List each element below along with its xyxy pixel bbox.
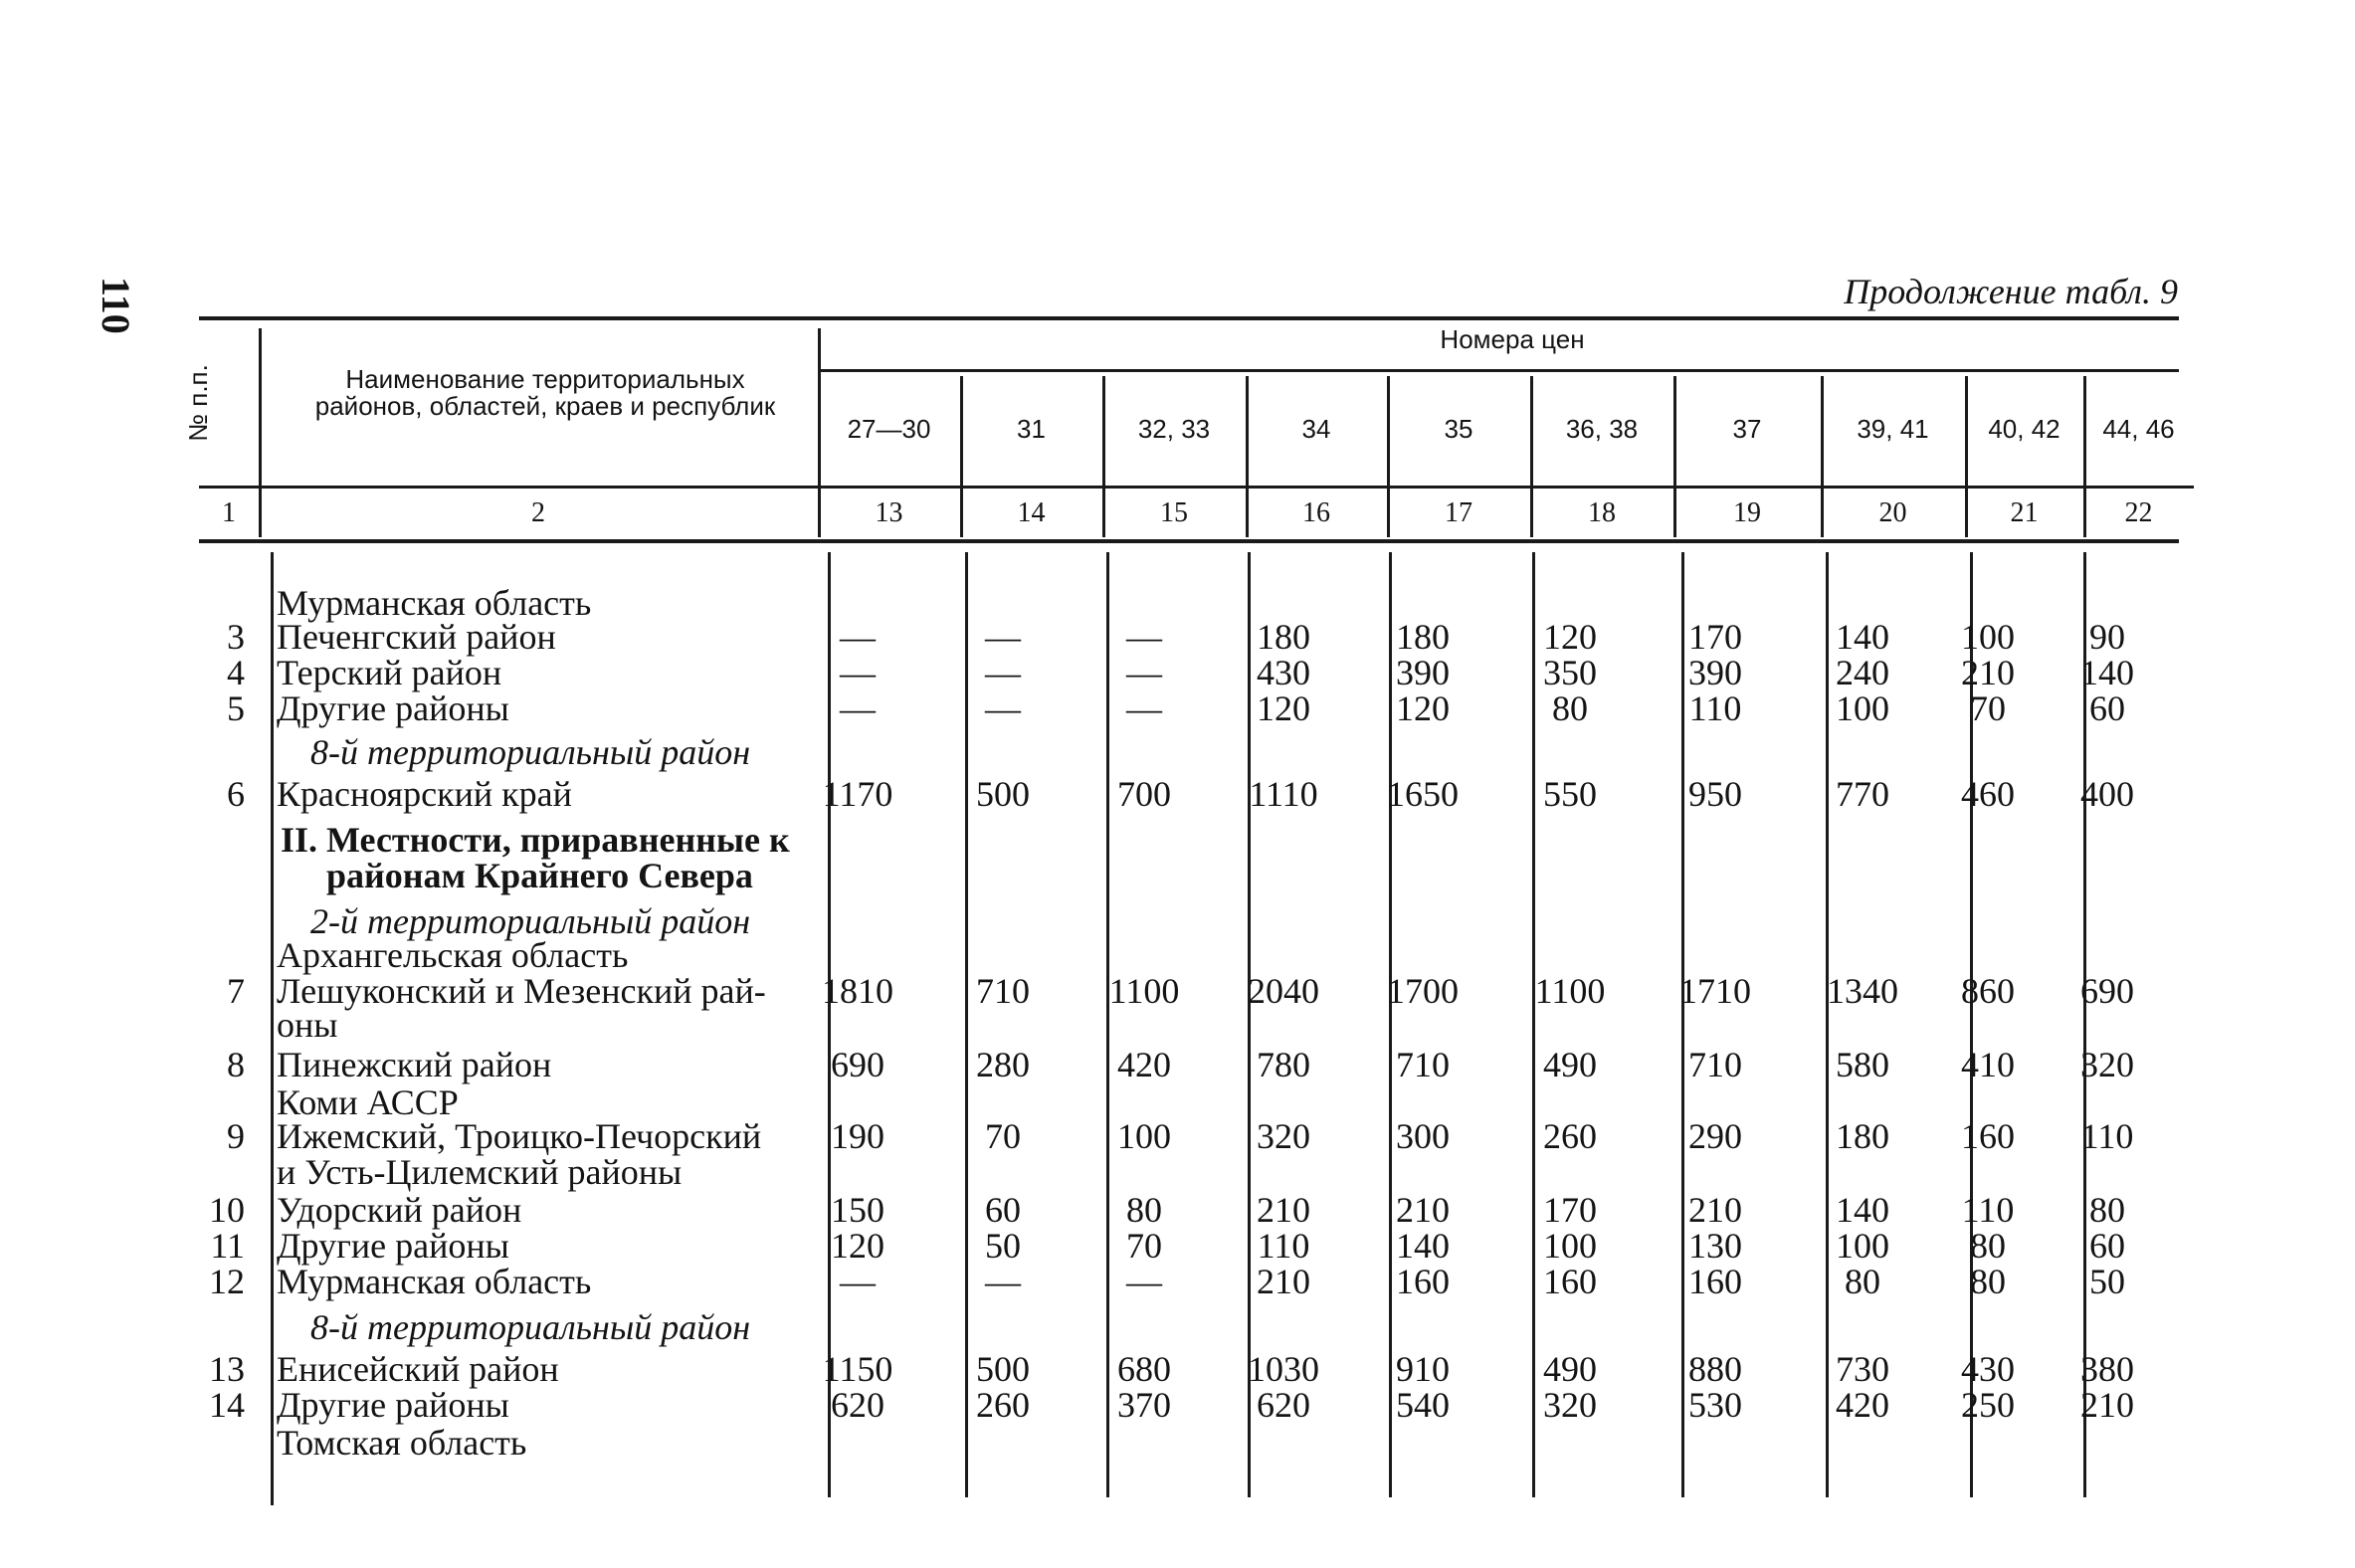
column-index: 20 xyxy=(1878,497,1907,528)
price-value: 400 xyxy=(2080,774,2134,814)
price-value: 1650 xyxy=(1387,774,1459,814)
price-value: 180 xyxy=(1836,1116,1889,1156)
price-value: 1150 xyxy=(822,1349,893,1389)
region-name: Пинежский район xyxy=(277,1045,552,1084)
row-number: 4 xyxy=(227,653,245,692)
price-value: 390 xyxy=(1396,653,1450,692)
region-name: Мурманская область xyxy=(277,583,592,623)
region-name: Енисейский район xyxy=(277,1349,559,1389)
region-name: оны xyxy=(277,1005,338,1045)
page-number: 110 xyxy=(94,277,138,334)
column-index: 13 xyxy=(875,497,903,528)
price-value: 910 xyxy=(1396,1349,1450,1389)
price-number-header: 27—30 xyxy=(847,414,931,444)
price-value: 730 xyxy=(1836,1349,1889,1389)
price-value: — xyxy=(985,688,1021,728)
price-value: — xyxy=(985,617,1021,657)
price-value: 210 xyxy=(1396,1190,1450,1230)
region-name: Красноярский край xyxy=(277,774,572,814)
price-value: 420 xyxy=(1117,1045,1171,1084)
price-value: 1710 xyxy=(1679,971,1751,1011)
price-value: 210 xyxy=(1257,1262,1310,1301)
row-number: 10 xyxy=(209,1190,245,1230)
region-name: Архангельская область xyxy=(277,935,629,975)
price-value: — xyxy=(985,653,1021,692)
price-value: 320 xyxy=(2080,1045,2134,1084)
price-value: 60 xyxy=(2089,688,2125,728)
region-name: Удорский район xyxy=(277,1190,522,1230)
price-number-header: 37 xyxy=(1732,414,1762,444)
price-value: 110 xyxy=(1257,1226,1310,1266)
row-number: 6 xyxy=(227,774,245,814)
price-value: 320 xyxy=(1543,1385,1597,1425)
region-name: Коми АССР xyxy=(277,1082,459,1122)
price-value: 300 xyxy=(1396,1116,1450,1156)
price-value: 1100 xyxy=(1534,971,1606,1011)
price-value: 100 xyxy=(1543,1226,1597,1266)
price-value: 580 xyxy=(1836,1045,1889,1084)
price-value: 860 xyxy=(1961,971,2015,1011)
region-name: Печенгский район xyxy=(277,617,556,657)
row-number: 11 xyxy=(210,1226,245,1266)
price-value: 80 xyxy=(2089,1190,2125,1230)
price-value: 1110 xyxy=(1249,774,1318,814)
price-value: 700 xyxy=(1117,774,1171,814)
price-value: — xyxy=(840,653,876,692)
price-value: 770 xyxy=(1836,774,1889,814)
row-number: 12 xyxy=(209,1262,245,1301)
price-value: 70 xyxy=(1970,688,2006,728)
price-value: 50 xyxy=(2089,1262,2125,1301)
price-number-header: 40, 42 xyxy=(1988,414,2061,444)
price-number-header: 32, 33 xyxy=(1137,414,1211,444)
price-value: 80 xyxy=(1970,1262,2006,1301)
price-number-header: 36, 38 xyxy=(1565,414,1639,444)
header-bottom-rule xyxy=(199,486,2194,489)
price-value: 410 xyxy=(1961,1045,2015,1084)
row-number: 5 xyxy=(227,688,245,728)
column-index: 17 xyxy=(1445,497,1472,528)
column-index: 14 xyxy=(1017,497,1046,528)
price-value: 1100 xyxy=(1108,971,1180,1011)
prices-group-header: Номера цен xyxy=(1440,324,1585,354)
region-name: Терский район xyxy=(277,653,502,692)
price-value: — xyxy=(1126,653,1162,692)
price-value: 430 xyxy=(1257,653,1310,692)
price-value: 140 xyxy=(1836,617,1889,657)
column-index: 16 xyxy=(1302,497,1330,528)
price-value: 100 xyxy=(1961,617,2015,657)
price-value: 110 xyxy=(2080,1116,2134,1156)
price-value: 160 xyxy=(1396,1262,1450,1301)
section-heading: II. Местности, приравненные к xyxy=(281,820,790,860)
price-number-header: 34 xyxy=(1301,414,1331,444)
price-value: 100 xyxy=(1836,1226,1889,1266)
column-index: 21 xyxy=(2010,497,2039,528)
index-bottom-rule xyxy=(199,539,2179,543)
price-number-header: 44, 46 xyxy=(2102,414,2175,444)
price-value: 100 xyxy=(1836,688,1889,728)
price-value: 490 xyxy=(1543,1045,1597,1084)
price-value: 190 xyxy=(831,1116,884,1156)
price-value: 140 xyxy=(1836,1190,1889,1230)
price-value: 380 xyxy=(2080,1349,2134,1389)
price-value: 500 xyxy=(976,774,1030,814)
price-value: 350 xyxy=(1543,653,1597,692)
price-value: 80 xyxy=(1845,1262,1880,1301)
price-value: 620 xyxy=(831,1385,884,1425)
price-value: 280 xyxy=(976,1045,1030,1084)
price-value: 1340 xyxy=(1827,971,1898,1011)
price-value: 620 xyxy=(1257,1385,1310,1425)
price-value: 950 xyxy=(1688,774,1742,814)
price-value: 1700 xyxy=(1387,971,1459,1011)
name-column-header: Наименование территориальных районов, областей, краев и республик xyxy=(314,364,776,421)
body-vline xyxy=(271,552,274,1505)
price-number-header: 31 xyxy=(1017,414,1046,444)
price-value: 430 xyxy=(1961,1349,2015,1389)
price-value: 2040 xyxy=(1248,971,1319,1011)
price-value: 880 xyxy=(1688,1349,1742,1389)
region-name: Ижемский, Троицко-Печорский xyxy=(277,1116,762,1156)
price-value: 170 xyxy=(1688,617,1742,657)
price-value: 180 xyxy=(1257,617,1310,657)
price-value: 120 xyxy=(1543,617,1597,657)
price-value: 690 xyxy=(2080,971,2134,1011)
region-name: Томская область xyxy=(277,1423,527,1463)
price-value: — xyxy=(840,688,876,728)
price-value: 50 xyxy=(985,1226,1021,1266)
price-value: 370 xyxy=(1117,1385,1171,1425)
price-value: 210 xyxy=(1688,1190,1742,1230)
price-value: — xyxy=(840,617,876,657)
row-number: 8 xyxy=(227,1045,245,1084)
territorial-district-subhead: 2-й территориальный район xyxy=(310,901,751,941)
price-value: 1810 xyxy=(822,971,893,1011)
price-value: 120 xyxy=(1257,688,1310,728)
price-value: 70 xyxy=(1126,1226,1162,1266)
price-value: 140 xyxy=(2080,653,2134,692)
row-number: 9 xyxy=(227,1116,245,1156)
price-value: 490 xyxy=(1543,1349,1597,1389)
row-number: 14 xyxy=(209,1385,245,1425)
price-value: 210 xyxy=(2080,1385,2134,1425)
price-number-header: 35 xyxy=(1444,414,1473,444)
region-name: Мурманская область xyxy=(277,1262,592,1301)
price-value: 80 xyxy=(1126,1190,1162,1230)
price-value: 780 xyxy=(1257,1045,1310,1084)
no-column-header: № п.п. xyxy=(183,364,213,442)
price-value: 160 xyxy=(1688,1262,1742,1301)
price-value: 390 xyxy=(1688,653,1742,692)
price-value: 290 xyxy=(1688,1116,1742,1156)
territorial-district-subhead: 8-й территориальный район xyxy=(310,1307,751,1347)
price-value: — xyxy=(1126,617,1162,657)
price-value: 710 xyxy=(1688,1045,1742,1084)
top-rule xyxy=(199,316,2179,320)
column-index: 19 xyxy=(1733,497,1761,528)
region-name: и Усть-Цилемский районы xyxy=(277,1152,683,1192)
price-value: 550 xyxy=(1543,774,1597,814)
price-value: 160 xyxy=(1961,1116,2015,1156)
price-value: 1030 xyxy=(1248,1349,1319,1389)
price-value: 60 xyxy=(2089,1226,2125,1266)
price-value: 710 xyxy=(1396,1045,1450,1084)
column-index: 22 xyxy=(2124,497,2153,528)
price-number-header: 39, 41 xyxy=(1857,414,1929,444)
price-value: 180 xyxy=(1396,617,1450,657)
row-number: 7 xyxy=(227,971,245,1011)
price-value: 260 xyxy=(1543,1116,1597,1156)
table-caption: Продолжение табл. 9 xyxy=(1844,272,2178,311)
price-value: 250 xyxy=(1961,1385,2015,1425)
price-value: 80 xyxy=(1970,1226,2006,1266)
price-value: 690 xyxy=(831,1045,884,1084)
price-value: 210 xyxy=(1961,653,2015,692)
price-value: — xyxy=(1126,688,1162,728)
price-value: 1170 xyxy=(822,774,893,814)
column-index: 1 xyxy=(222,497,236,528)
column-index: 2 xyxy=(531,497,545,528)
row-number: 13 xyxy=(209,1349,245,1389)
price-value: 90 xyxy=(2089,617,2125,657)
prices-rule xyxy=(821,369,2179,372)
price-value: 710 xyxy=(976,971,1030,1011)
price-value: 110 xyxy=(1961,1190,2015,1230)
region-name: Лешуконский и Мезенский рай- xyxy=(277,971,766,1011)
price-value: 240 xyxy=(1836,653,1889,692)
price-value: 460 xyxy=(1961,774,2015,814)
row-number: 3 xyxy=(227,617,245,657)
price-value: 110 xyxy=(1688,688,1742,728)
price-value: 60 xyxy=(985,1190,1021,1230)
price-value: 150 xyxy=(831,1190,884,1230)
price-value: 260 xyxy=(976,1385,1030,1425)
region-name: Другие районы xyxy=(277,1385,509,1425)
territorial-district-subhead: 8-й территориальный район xyxy=(310,732,751,772)
price-value: 680 xyxy=(1117,1349,1171,1389)
price-value: — xyxy=(1126,1262,1162,1301)
region-name: Другие районы xyxy=(277,688,509,728)
price-value: 100 xyxy=(1117,1116,1171,1156)
price-value: 500 xyxy=(976,1349,1030,1389)
price-value: 320 xyxy=(1257,1116,1310,1156)
price-value: 120 xyxy=(831,1226,884,1266)
region-name: Другие районы xyxy=(277,1226,509,1266)
section-heading: районам Крайнего Севера xyxy=(326,856,753,895)
price-value: 140 xyxy=(1396,1226,1450,1266)
price-value: 210 xyxy=(1257,1190,1310,1230)
price-value: 160 xyxy=(1543,1262,1597,1301)
column-index: 18 xyxy=(1588,497,1616,528)
price-value: — xyxy=(840,1262,876,1301)
column-index: 15 xyxy=(1160,497,1188,528)
price-value: 530 xyxy=(1688,1385,1742,1425)
price-value: 80 xyxy=(1552,688,1588,728)
price-value: — xyxy=(985,1262,1021,1301)
price-value: 170 xyxy=(1543,1190,1597,1230)
price-value: 70 xyxy=(985,1116,1021,1156)
price-value: 420 xyxy=(1836,1385,1889,1425)
price-value: 120 xyxy=(1396,688,1450,728)
price-value: 540 xyxy=(1396,1385,1450,1425)
price-value: 130 xyxy=(1688,1226,1742,1266)
